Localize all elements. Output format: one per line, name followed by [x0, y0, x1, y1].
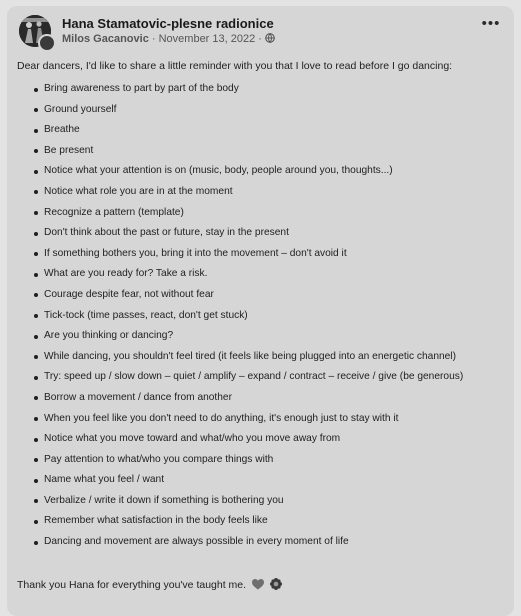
- tip-list-item: Notice what role you are in at the moment: [34, 182, 463, 203]
- group-name-link[interactable]: Hana Stamatovic-plesne radionice: [62, 16, 274, 31]
- tip-list-item: Remember what satisfaction in the body feels like: [34, 511, 463, 532]
- tip-list-item: Pay attention to what/who you compare things with: [34, 450, 463, 471]
- tip-list-item: Try: speed up / slow down – quiet / amplify – expand / contract – receive / give (be generous): [34, 367, 463, 388]
- more-options-icon[interactable]: •••: [481, 15, 501, 32]
- heart-icon: [252, 579, 264, 590]
- author-link[interactable]: Milos Gacanovic: [62, 33, 149, 45]
- meta-separator: ·: [151, 33, 159, 45]
- tip-list-item: Tick-tock (time passes, react, don't get stuck): [34, 306, 463, 327]
- tip-list-item: Borrow a movement / dance from another: [34, 388, 463, 409]
- tip-list-item: While dancing, you shouldn't feel tired (it feels like being plugged into an energetic channel): [34, 347, 463, 368]
- tip-list-item: Notice what you move toward and what/who you move away from: [34, 429, 463, 450]
- tip-list-item: Verbalize / write it down if something is bothering you: [34, 491, 463, 512]
- tip-list-item: Notice what your attention is on (music, body, people around you, thoughts...): [34, 161, 463, 182]
- tip-list-item: Breathe: [34, 120, 463, 141]
- tip-list-item: Ground yourself: [34, 100, 463, 121]
- tip-list-item: Don't think about the past or future, stay in the present: [34, 223, 463, 244]
- tip-list-item: When you feel like you don't need to do anything, it's enough just to stay with it: [34, 409, 463, 430]
- post-outro-text: [17, 578, 282, 591]
- tip-list-item: Recognize a pattern (template): [34, 203, 463, 224]
- tip-list-item: Bring awareness to part by part of the body: [34, 79, 463, 100]
- tip-list-item: Name what you feel / want: [34, 470, 463, 491]
- outro-text: Thank you Hana for everything you've taught me.: [17, 579, 247, 591]
- author-avatar[interactable]: [38, 34, 56, 52]
- tip-list-item: Dancing and movement are always possible in every moment of life: [34, 532, 463, 553]
- tip-list-item: Are you thinking or dancing?: [34, 326, 463, 347]
- tip-list-item: Be present: [34, 141, 463, 162]
- sparkle-flower-icon: [270, 578, 282, 590]
- tip-list-item: If something bothers you, bring it into the movement – don't avoid it: [34, 244, 463, 265]
- globe-icon[interactable]: [265, 33, 275, 43]
- post-intro-text: Dear dancers, I'd like to share a little reminder with you that I love to read before I go dancing:: [17, 60, 453, 72]
- meta-separator-2: ·: [258, 33, 266, 45]
- post-meta: [62, 33, 275, 45]
- post-date-link[interactable]: November 13, 2022: [158, 33, 256, 45]
- post-card: [7, 6, 514, 616]
- tip-list-item: What are you ready for? Take a risk.: [34, 264, 463, 285]
- tips-list: [34, 79, 463, 553]
- tip-list-item: Courage despite fear, not without fear: [34, 285, 463, 306]
